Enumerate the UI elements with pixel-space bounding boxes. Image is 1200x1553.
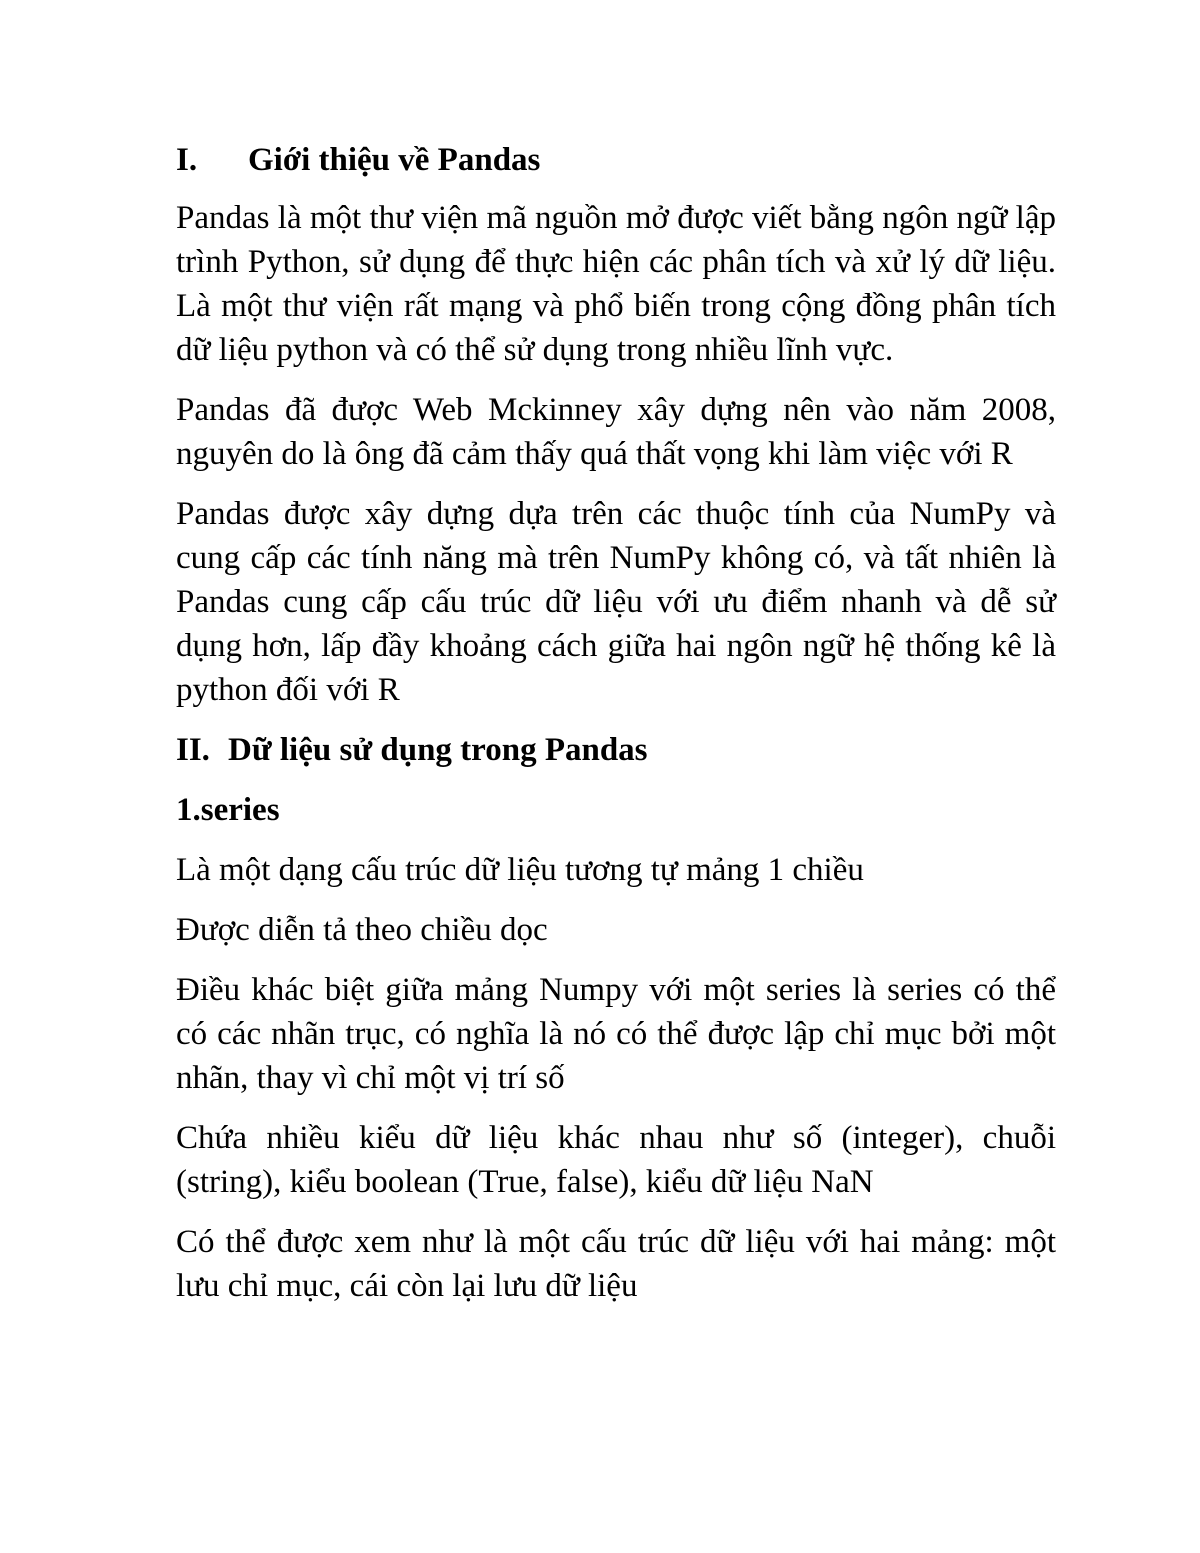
paragraph: Được diễn tả theo chiều dọc [176, 912, 548, 948]
section-heading-data [176, 728, 1056, 772]
paragraph: Pandas được xây dựng dựa trên các thuộc tính của NumPy và cung cấp các tính năng mà trên NumPy không có, và tất nhiên là Pandas cung cấp cấu trúc dữ liệu với ưu điểm nhanh và dễ sử dụng hơn, lấp đầy khoảng cách giữa hai ngôn ngữ hệ thống kê là python đối với R [176, 496, 1056, 708]
subsection-heading-series: 1.series [176, 792, 280, 828]
paragraph: Chứa nhiều kiểu dữ liệu khác nhau như số (integer), chuỗi (string), kiểu boolean (True, false), kiểu dữ liệu NaN [176, 1120, 1056, 1200]
paragraph: Là một dạng cấu trúc dữ liệu tương tự mảng 1 chiều [176, 852, 864, 888]
paragraph: Pandas là một thư viện mã nguồn mở được viết bằng ngôn ngữ lập trình Python, sử dụng để thực hiện các phân tích và xử lý dữ liệu. Là một thư viện rất mạng và phổ biến trong cộng đồng phân tích dữ liệu python và có thể sử dụng trong nhiều lĩnh vực. [176, 200, 1056, 368]
section-heading-intro [176, 138, 1056, 182]
section-title: Giới thiệu về Pandas [248, 142, 541, 178]
section-title: Dữ liệu sử dụng trong Pandas [228, 732, 648, 768]
paragraph: Điều khác biệt giữa mảng Numpy với một series là series có thể có các nhãn trục, có nghĩa là nó có thể được lập chỉ mục bởi một nhãn, thay vì chỉ một vị trí số [176, 972, 1056, 1096]
document-page [176, 138, 1056, 1308]
paragraph: Pandas đã được Web Mckinney xây dựng nên vào năm 2008, nguyên do là ông đã cảm thấy quá thất vọng khi làm việc với R [176, 392, 1056, 472]
section-number: II. [176, 732, 210, 768]
section-number: I. [176, 142, 198, 178]
paragraph: Có thể được xem như là một cấu trúc dữ liệu với hai mảng: một lưu chỉ mục, cái còn lại lưu dữ liệu [176, 1224, 1056, 1304]
